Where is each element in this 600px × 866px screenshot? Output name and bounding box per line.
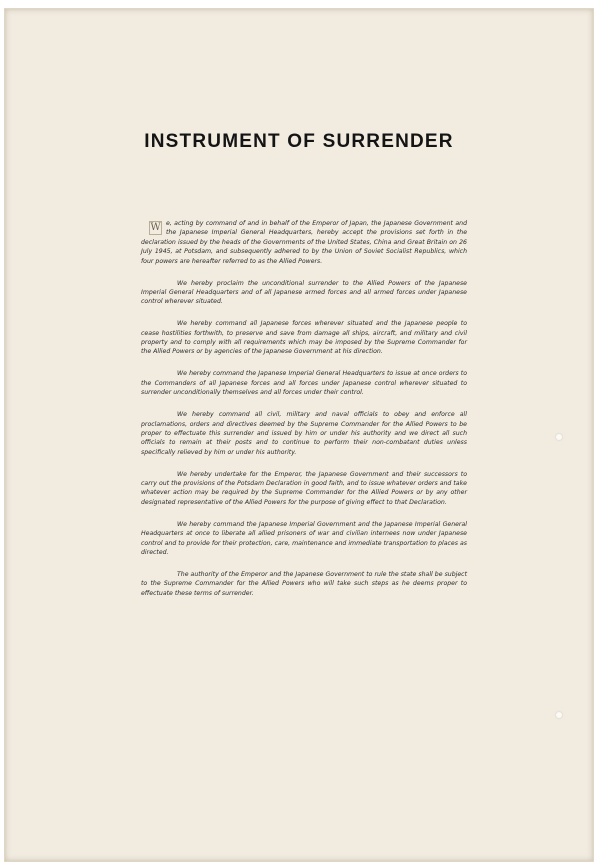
binding-hole-top xyxy=(556,434,562,440)
document-body xyxy=(141,219,467,611)
document-page xyxy=(4,8,594,862)
paragraph-text: We hereby command the Japanese Imperial Government and the Japanese Imperial General Headquarters at once to liberate all allied prisoners of war and civilian internees now under Japanese control and to provide for their protection, care, maintenance and immediate transportation to places as directed. xyxy=(141,520,467,556)
paragraph-text: We hereby command the Japanese Imperial General Headquarters to issue at once orders to the Commanders of all Japanese forces and all forces under Japanese control wherever situated to surrender unconditionally themselves and all forces under their control. xyxy=(141,370,467,397)
document-title: INSTRUMENT OF SURRENDER xyxy=(144,131,454,152)
paragraph-text: We hereby undertake for the Emperor, the Japanese Government and their successors to carry out the provisions of the Potsdam Declaration in good faith, and to issue whatever orders and take whatever action may be required by the Supreme Commander for the Allied Powers or by any other designated representative of the Allied Powers for the purpose of giving effect to that Declaration. xyxy=(141,470,467,506)
paragraph-4 xyxy=(141,369,467,397)
paragraph-7 xyxy=(141,520,467,558)
paragraph-text: We hereby proclaim the unconditional surrender to the Allied Powers of the Japanese Imperial General Headquarters and of all Japanese armed forces and all armed forces under Japanese control wherever situated. xyxy=(141,279,467,306)
paragraph-3 xyxy=(141,319,467,357)
paragraph-text: We hereby command all civil, military and naval officials to obey and enforce all proclamations, orders and directives deemed by the Supreme Commander for the Allied Powers to be proper to effectuate this surrender and issued by him or under his authority and we direct all such officials to remain at their posts and to continue to perform their non-combatant duties unless specifically relieved by him or under his authority. xyxy=(141,411,467,456)
paragraph-2 xyxy=(141,279,467,307)
paragraph-8 xyxy=(141,570,467,598)
paragraph-text: e, acting by command of and in behalf of the Emperor of Japan, the Japanese Government and the Japanese Imperial General Headquarters, hereby accept the provisions set forth in the declaration issued by the heads of the Governments of the United States, China and Great Britain on 26 July 1945, at Potsdam, and subsequently adhered to by the Union of Soviet Socialist Republics, which four powers are hereafter referred to as the Allied Powers. xyxy=(141,220,467,265)
paragraph-text: The authority of the Emperor and the Japanese Government to rule the state shall be subject to the Supreme Commander for the Allied Powers who will take such steps as he deems proper to effectuate these terms of surrender. xyxy=(141,570,467,597)
paragraph-text: We hereby command all Japanese forces wherever situated and the Japanese people to cease hostilities forthwith, to preserve and save from damage all ships, aircraft, and military and civil property and to comply with all requirements which may be imposed by the Supreme Commander for the Allied Powers or by agencies of the Japanese Government at his direction. xyxy=(141,320,467,356)
paragraph-1 xyxy=(141,219,467,266)
paragraph-5 xyxy=(141,410,467,457)
paragraph-6 xyxy=(141,470,467,508)
binding-hole-bottom xyxy=(556,712,562,718)
dropcap-letter: W xyxy=(150,222,161,233)
